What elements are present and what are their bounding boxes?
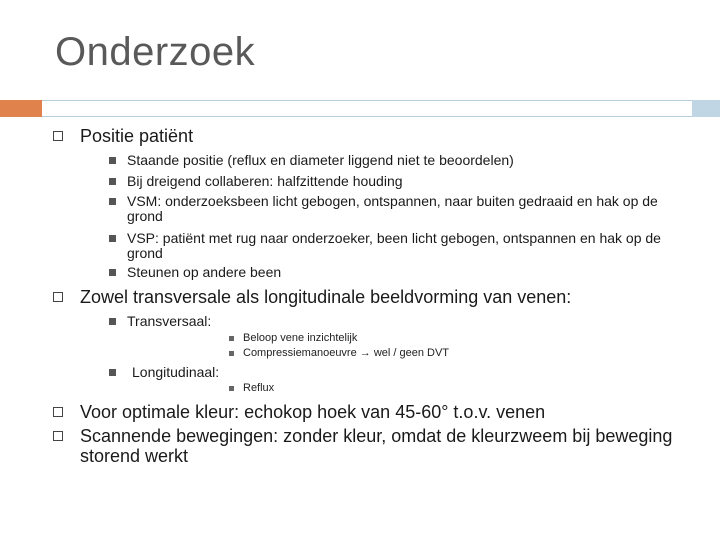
sub-bullet — [127, 194, 667, 224]
square-bullet-icon — [53, 131, 63, 141]
sub-bullet-text: Transversaal: — [127, 313, 212, 329]
sub-sub-bullet-text: Beloop vene inzichtelijk — [243, 332, 358, 344]
sub-sub-bullet — [243, 347, 449, 360]
bullet-text: Voor optimale kleur: echokop hoek van 45-60° t.o.v. venen — [80, 402, 546, 422]
sub-bullet-text: Bij dreigend collaberen: halfzittende houding — [127, 173, 403, 189]
accent-bar-orange — [0, 100, 42, 117]
sub-bullet-longitudinaal — [132, 365, 672, 380]
sub-bullet-text: Staande positie (reflux en diameter liggend niet te beoordelen) — [127, 152, 514, 168]
bullet-text: Zowel transversale als longitudinale beeldvorming van venen: — [80, 287, 572, 307]
square-bullet-icon — [53, 292, 63, 302]
filled-square-bullet-icon — [109, 369, 116, 376]
filled-square-bullet-icon — [109, 178, 116, 185]
filled-square-bullet-icon — [109, 235, 116, 242]
sub-bullet — [127, 231, 667, 261]
slide-title: Onderzoek — [55, 30, 256, 74]
sub-bullet-text: Longitudinaal: — [132, 364, 220, 380]
sub-sub-bullet-text: Reflux — [243, 382, 275, 394]
filled-square-bullet-icon — [109, 269, 116, 276]
bullet-text: Positie patiënt — [80, 126, 194, 146]
bullet-text: Scannende bewegingen: zonder kleur, omdat de kleurzweem bij beweging storend werkt — [80, 426, 673, 466]
bullet-kleur — [80, 402, 545, 422]
bullet-zowel — [80, 287, 571, 307]
bullet-scan — [80, 426, 680, 466]
accent-bar-blue — [692, 100, 720, 117]
sub-bullet-text: VSP: patiënt met rug naar onderzoeker, been licht gebogen, ontspannen en hak op de grond — [127, 230, 661, 261]
sub-bullet — [127, 265, 667, 280]
sub-bullet — [127, 153, 667, 168]
sub-sub-bullet-text: Compressiemanoeuvre → wel / geen DVT — [243, 347, 450, 359]
sub-bullet — [127, 174, 667, 189]
sub-sub-bullet — [243, 332, 357, 345]
small-square-bullet-icon — [229, 336, 234, 341]
small-square-bullet-icon — [229, 351, 234, 356]
square-bullet-icon — [53, 431, 63, 441]
filled-square-bullet-icon — [109, 318, 116, 325]
accent-bar-line — [42, 100, 692, 117]
small-square-bullet-icon — [229, 386, 234, 391]
sub-bullet-transversaal — [127, 314, 667, 329]
sub-bullet-text: Steunen op andere been — [127, 264, 282, 280]
sub-bullet-text: VSM: onderzoeksbeen licht gebogen, ontspannen, naar buiten gedraaid en hak op de grond — [127, 193, 658, 224]
filled-square-bullet-icon — [109, 198, 116, 205]
bullet-positie — [80, 126, 193, 146]
filled-square-bullet-icon — [109, 157, 116, 164]
sub-sub-bullet — [243, 382, 274, 395]
square-bullet-icon — [53, 407, 63, 417]
